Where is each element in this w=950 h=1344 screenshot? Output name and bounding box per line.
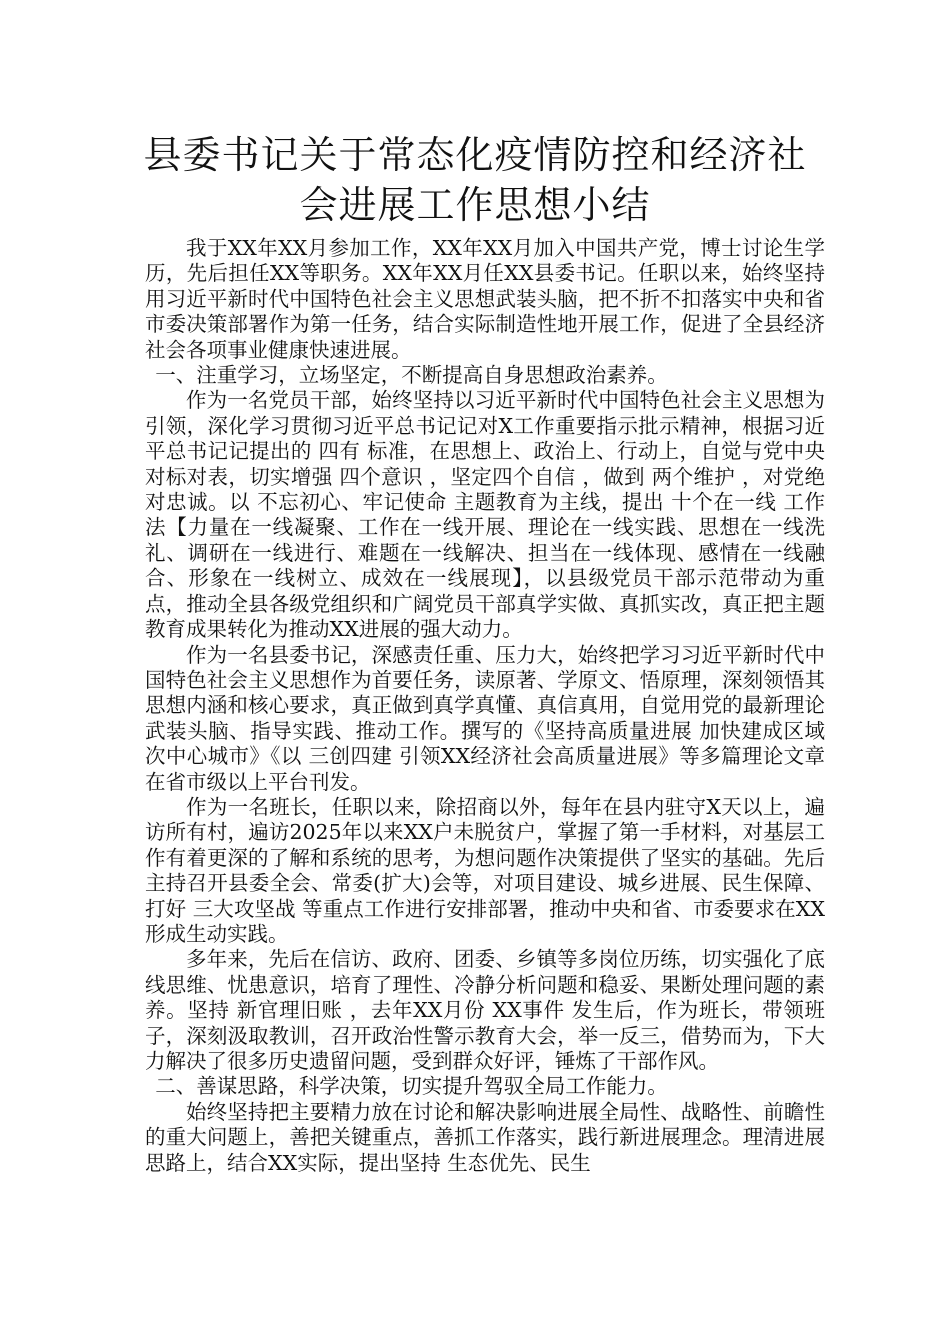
section-heading-1: 一、注重学习，立场坚定，不断提高自身思想政治素养。 — [155, 363, 668, 388]
paragraph: 作为一名党员干部，始终坚持以习近平新时代中国特色社会主义思想为引领，深化学习贯彻习近平总书记记对X工作重要指示批示精神，根据习近平总书记记提出的 四有 标准，在思想上、政治上、行动上，自觉与党中央对标对表，切实增强 四个意识 ，坚定四个自信 ，做到 两个维护 ，对党绝对忠诚。以 不忘初心、牢记使命 主题教育为主线，提出 十个在一线 工作法【力量在一线凝聚、工作在一线开展、理论在一线实践、思想在一线洗礼、调研在一线进行、难题在一线解决、担当在一线体现、感情在一线融合、形象在一线树立、成效在一线展现】，以县级党员干部示范带动为重点，推动全县各级党组织和广阔党员干部真学实做、真抓实改，真正把主题教育成果转化为推动XX进展的强大动力。 — [145, 388, 825, 642]
paragraph-intro: 我于XX年XX月参加工作，XX年XX月加入中国共产党，博士讨论生学历，先后担任XX等职务。XX年XX月任XX县委书记。任职以来，始终坚持用习近平新时代中国特色社会主义思想武装头脑，把不折不扣落实中央和省市委决策部署作为第一任务，结合实际制造性地开展工作，促进了全县经济社会各项事业健康快速进展。 — [145, 236, 825, 362]
title-line-1: 县委书记关于常态化疫情防控和经济社 — [143, 133, 807, 177]
section-heading-2: 二、善谋思路，科学决策，切实提升驾驭全局工作能力。 — [155, 1074, 668, 1099]
document-body — [145, 236, 825, 1176]
paragraph: 作为一名班长，任职以来，除招商以外，每年在县内驻守X天以上，遍访所有村，遍访2025年以来XX户未脱贫户，掌握了第一手材料，对基层工作有着更深的了解和系统的思考，为想问题作决策提供了坚实的基础。先后主持召开县委全会、常委(扩大)会等，对项目建设、城乡进展、民生保障、打好 三大攻坚战 等重点工作进行安排部署，推动中央和省、市委要求在XX形成生动实践。 — [145, 794, 825, 946]
document-title — [100, 130, 850, 230]
paragraph: 作为一名县委书记，深感责任重、压力大，始终把学习习近平新时代中国特色社会主义思想作为首要任务，读原著、学原文、悟原理，深刻领悟其思想内涵和核心要求，真正做到真学真懂、真信真用，自觉用党的最新理论武装头脑、指导实践、推动工作。撰写的《坚持高质量进展 加快建成区域次中心城市》《以 三创四建 引领XX经济社会高质量进展》等多篇理论文章在省市级以上平台刊发。 — [145, 642, 825, 794]
paragraph: 多年来，先后在信访、政府、团委、乡镇等多岗位历练，切实强化了底线思维、忧患意识，培育了理性、冷静分析问题和稳妥、果断处理问题的素养。坚持 新官理旧账 ，去年XX月份 XX事件 发生后，作为班长，带领班子，深刻汲取教训，召开政治性警示教育大会，举一反三，借势而为，下大力解决了很多历史遗留问题，受到群众好评，锤炼了干部作风。 — [145, 947, 825, 1073]
paragraph: 始终坚持把主要精力放在讨论和解决影响进展全局性、战略性、前瞻性的重大问题上，善把关键重点，善抓工作落实，践行新进展理念。理清进展思路上，结合XX实际，提出坚持 生态优先、民生 — [145, 1099, 825, 1175]
title-line-2: 会进展工作思想小结 — [299, 183, 651, 227]
